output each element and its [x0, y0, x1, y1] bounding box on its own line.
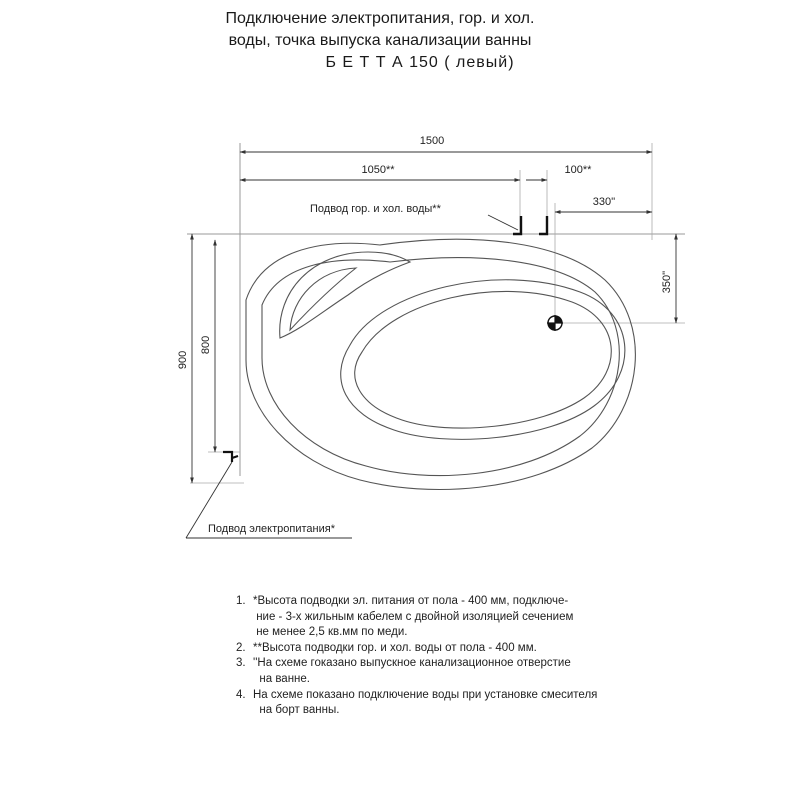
callout-leaders: [186, 215, 518, 538]
dim-label-1050: 1050**: [361, 164, 395, 176]
bathtub-bowl-outer: [341, 280, 625, 440]
note-item: [236, 656, 706, 687]
note-line: на борт ванны.: [253, 704, 340, 717]
note-line: **Высота подводки гор. и хол. воды от пола - 400 мм.: [253, 641, 537, 654]
note-line: на ванне.: [253, 672, 311, 685]
bathtub-armrest-outer: [280, 252, 410, 338]
dim-label-900: 900: [177, 350, 189, 370]
note-number: 4.: [236, 688, 246, 701]
drain-hole-icon: [547, 315, 563, 331]
dim-label-800: 800: [200, 335, 212, 355]
note-line: На схеме показано подключение воды при установке смесителя: [253, 688, 598, 701]
dim-label-330: 330'': [592, 196, 616, 208]
dim-label-350: 350'': [661, 270, 673, 294]
title-line-1: Подключение электропитания, гор. и хол.: [225, 10, 535, 27]
power-supply-label: Подвод электропитания*: [208, 523, 335, 535]
bathtub-outer-rim: [246, 239, 635, 489]
title-line-3: Б Е Т Т А 150 ( левый): [325, 54, 515, 71]
bathtub-armrest-inner: [290, 268, 356, 330]
dim-label-1500: 1500: [419, 135, 445, 147]
note-number: 3.: [236, 657, 246, 670]
dimension-labels: [177, 135, 673, 369]
note-line: ''На схеме гоказано выпускное канализационное отверстие: [253, 657, 571, 670]
notes-list: [236, 594, 706, 719]
bathtub-inner-rim: [262, 258, 619, 476]
water-supply-label: Подвод гор. и хол. воды**: [310, 203, 441, 215]
power-supply-icon: [223, 452, 238, 462]
water-pipes-icon: [513, 216, 547, 234]
note-number: 2.: [236, 641, 246, 654]
note-item: [236, 688, 706, 719]
title-line-2: воды, точка выпуска канализации ванны: [228, 32, 532, 49]
note-number: 1.: [236, 595, 246, 607]
bathtub-outline: [246, 239, 635, 489]
note-line: ние - 3-х жильным кабелем с двойной изоляцией сечением: [253, 610, 574, 623]
note-item: [236, 641, 706, 657]
callout-labels: [208, 203, 442, 535]
note-line: *Высота подводки эл. питания от пола - 400 мм, подключе-: [253, 595, 569, 607]
note-line: не менее 2,5 кв.мм по меди.: [253, 626, 408, 639]
note-item: [236, 594, 706, 641]
dim-label-100: 100**: [564, 164, 592, 176]
bathtub-bowl-inner: [355, 291, 612, 428]
